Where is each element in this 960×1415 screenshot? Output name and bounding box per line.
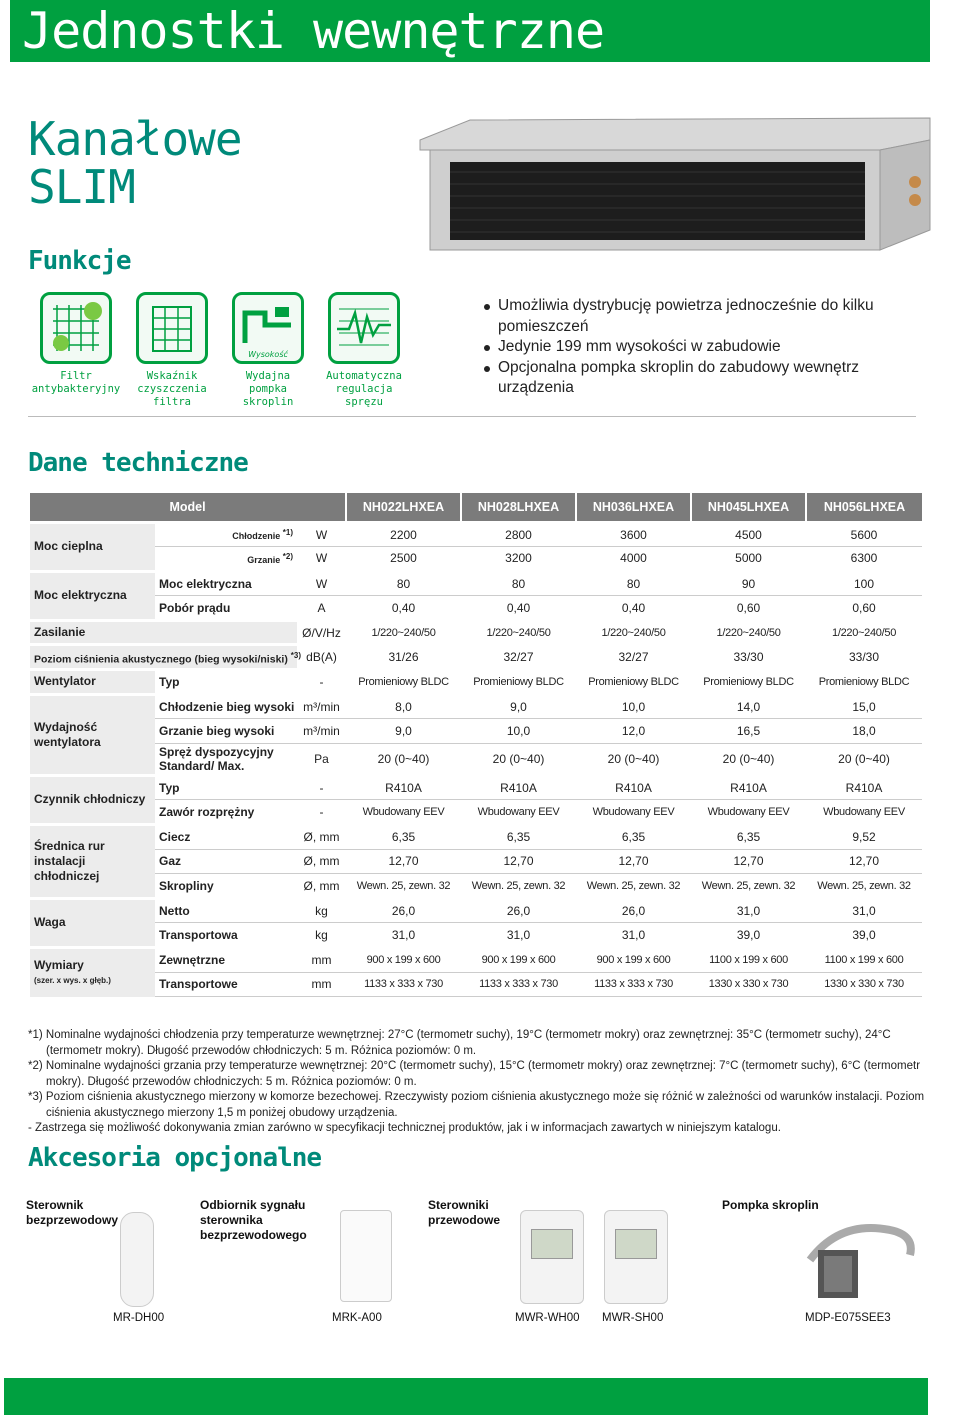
table-cell: 6,35	[691, 825, 806, 850]
table-cell: 3200	[461, 547, 576, 572]
table-cell: Promieniowy BLDC	[806, 670, 922, 695]
table-cell: 100	[806, 571, 922, 596]
tech-heading: Dane techniczne	[28, 448, 248, 478]
accessory-model: MDP-E075SEE3	[805, 1312, 891, 1324]
model-column: NH056LHXEA	[806, 493, 922, 522]
row-category: Wymiary (szer. x wys. x głęb.)	[30, 948, 155, 997]
table-cell: 12,70	[806, 849, 922, 874]
table-cell: 0,60	[806, 596, 922, 621]
table-cell: 90	[691, 571, 806, 596]
footnotes	[28, 1028, 928, 1137]
table-cell: 1133 x 333 x 730	[346, 972, 461, 997]
table-cell: 6300	[806, 547, 922, 572]
row-label: Pobór prądu	[155, 596, 297, 621]
table-cell: R410A	[346, 775, 461, 800]
feature-bullets	[484, 296, 914, 399]
bullet-item: Jedynie 199 mm wysokości w zabudowie	[484, 337, 914, 358]
table-row	[30, 898, 922, 923]
table-cell: 16,5	[691, 719, 806, 744]
table-cell: 1/220~240/50	[691, 620, 806, 645]
row-category: Zasilanie	[30, 620, 297, 645]
row-unit: A	[297, 596, 346, 621]
row-label: Zewnętrzne	[155, 948, 297, 973]
table-cell: R410A	[691, 775, 806, 800]
table-cell: 39,0	[691, 923, 806, 948]
table-cell: 1/220~240/50	[576, 620, 691, 645]
row-label: Chłodzenie $^{*1)}$	[155, 522, 297, 547]
table-cell: 5600	[806, 522, 922, 547]
table-cell: 900 x 199 x 600	[576, 948, 691, 973]
row-unit: Ø, mm	[297, 849, 346, 874]
table-row	[30, 948, 922, 973]
row-category: Moc cieplna	[30, 522, 155, 571]
table-cell: 26,0	[461, 898, 576, 923]
table-cell: 12,70	[691, 849, 806, 874]
row-unit: Ø, mm	[297, 825, 346, 850]
row-unit: mm	[297, 948, 346, 973]
table-cell: 14,0	[691, 694, 806, 719]
signal-receiver-image	[340, 1210, 392, 1302]
model-column: NH022LHXEA	[346, 493, 461, 522]
table-cell: 20 (0~40)	[576, 743, 691, 775]
accessory-label: Sterownik bezprzewodowy	[26, 1198, 119, 1227]
table-cell: 12,0	[576, 719, 691, 744]
table-cell: 80	[461, 571, 576, 596]
row-category: Czynnik chłodniczy	[30, 775, 155, 824]
table-cell: 32/27	[461, 645, 576, 670]
table-cell: R410A	[576, 775, 691, 800]
table-cell: Wbudowany EEV	[806, 800, 922, 825]
table-cell: Promieniowy BLDC	[691, 670, 806, 695]
table-cell: 20 (0~40)	[346, 743, 461, 775]
row-label: Spręż dyspozycyjny Standard/ Max.	[155, 743, 297, 775]
table-cell: 31,0	[806, 898, 922, 923]
table-cell: 6,35	[461, 825, 576, 850]
table-cell: 1100 x 199 x 600	[806, 948, 922, 973]
wired-controller-image-2	[604, 1210, 668, 1304]
feature-antibacterial	[28, 292, 124, 396]
table-cell: Wbudowany EEV	[691, 800, 806, 825]
feature-drain-pump	[220, 292, 316, 409]
footnote: *1) Nominalne wydajności chłodzenia przy temperaturze wewnętrznej: 27°C (termometr suchy), 19°C (termometr mokry) oraz zewnętrznej: 35°C (termometr suchy), 24°C (termometr mokry). Długość przewodów chłodniczych: 5 m. Różnica poziomów: 0 m.	[28, 1029, 891, 1057]
table-cell: Wbudowany EEV	[461, 800, 576, 825]
row-label: Typ	[155, 775, 297, 800]
row-category: Poziom ciśnienia akustycznego (bieg wysoki/niski) $^{*3)}$	[30, 645, 297, 670]
table-row	[30, 694, 922, 719]
table-row	[30, 522, 922, 547]
table-cell: 12,70	[346, 849, 461, 874]
bullet-item: Opcjonalna pompka skroplin do zabudowy wewnętrz urządzenia	[484, 358, 914, 399]
drain-pump-caption: Wysokość	[248, 350, 288, 359]
spec-table	[30, 493, 922, 997]
row-unit: kg	[297, 898, 346, 923]
table-row	[30, 775, 922, 800]
table-cell: 31,0	[461, 923, 576, 948]
page-title: Jednostki wewnętrzne	[22, 2, 605, 60]
table-row	[30, 596, 922, 621]
table-cell: Promieniowy BLDC	[346, 670, 461, 695]
row-label: Skropliny	[155, 874, 297, 899]
row-unit: m³/min	[297, 694, 346, 719]
row-unit: W	[297, 571, 346, 596]
table-cell: 31/26	[346, 645, 461, 670]
filter-clean-indicator-icon	[136, 292, 208, 364]
accessory-model: MWR-WH00	[515, 1312, 580, 1324]
table-row	[30, 825, 922, 850]
table-cell: 12,70	[576, 849, 691, 874]
model-column: NH045LHXEA	[691, 493, 806, 522]
table-cell: 26,0	[576, 898, 691, 923]
row-label: Zawór rozprężny	[155, 800, 297, 825]
footer-bar	[4, 1378, 928, 1415]
drain-pump-icon	[232, 292, 304, 364]
duct-unit-image	[410, 110, 950, 260]
row-unit: kg	[297, 923, 346, 948]
table-cell: 6,35	[346, 825, 461, 850]
table-cell: 20 (0~40)	[806, 743, 922, 775]
row-category: Wentylator	[30, 670, 155, 695]
table-row	[30, 719, 922, 744]
divider	[28, 416, 916, 417]
table-row	[30, 547, 922, 572]
row-label: Transportowa	[155, 923, 297, 948]
row-label: Grzanie $^{*2)}$	[155, 547, 297, 572]
table-cell: 80	[576, 571, 691, 596]
accessory-label: Sterowniki przewodowe	[428, 1198, 501, 1227]
table-cell: 0,40	[346, 596, 461, 621]
table-cell: 1/220~240/50	[806, 620, 922, 645]
row-unit: W	[297, 522, 346, 547]
row-label: Moc elektryczna	[155, 571, 297, 596]
table-row	[30, 670, 922, 695]
row-unit: mm	[297, 972, 346, 997]
row-unit: Ø/V/Hz	[297, 620, 346, 645]
table-cell: 1/220~240/50	[461, 620, 576, 645]
table-cell: 5000	[691, 547, 806, 572]
accessories-heading: Akcesoria opcjonalne	[28, 1143, 322, 1173]
table-cell: 31,0	[691, 898, 806, 923]
model-header: Model	[30, 493, 346, 522]
table-cell: 900 x 199 x 600	[346, 948, 461, 973]
accessory-model: MWR-SH00	[602, 1312, 664, 1324]
table-cell: 18,0	[806, 719, 922, 744]
table-cell: R410A	[806, 775, 922, 800]
table-cell: 33/30	[691, 645, 806, 670]
row-unit: Pa	[297, 743, 346, 775]
table-cell: 15,0	[806, 694, 922, 719]
table-cell: 0,40	[576, 596, 691, 621]
row-unit: Ø, mm	[297, 874, 346, 899]
table-cell: 10,0	[576, 694, 691, 719]
table-row	[30, 800, 922, 825]
row-unit: -	[297, 670, 346, 695]
model-column: NH036LHXEA	[576, 493, 691, 522]
table-cell: 2800	[461, 522, 576, 547]
table-row	[30, 874, 922, 899]
table-cell: 8,0	[346, 694, 461, 719]
accessory-model: MRK-A00	[332, 1312, 382, 1324]
accessory-label: Pompka skroplin	[722, 1198, 819, 1212]
row-unit: dB(A)	[297, 645, 346, 670]
feature-label: Wskaźnik czyszczenia filtra	[137, 370, 207, 408]
table-cell: Wbudowany EEV	[576, 800, 691, 825]
table-cell: 3600	[576, 522, 691, 547]
table-cell: 10,0	[461, 719, 576, 744]
table-cell: 1100 x 199 x 600	[691, 948, 806, 973]
table-cell: Wewn. 25, zewn. 32	[346, 874, 461, 899]
feature-label: Wydajna pompka skroplin	[242, 370, 294, 408]
row-unit: m³/min	[297, 719, 346, 744]
table-row	[30, 645, 922, 670]
table-cell: 1330 x 330 x 730	[691, 972, 806, 997]
model-column: NH028LHXEA	[461, 493, 576, 522]
accessory-model: MR-DH00	[113, 1312, 165, 1324]
footnote: *2) Nominalne wydajności grzania przy temperaturze wewnętrznej: 20°C (termometr suchy), 15°C (termometr mokry) oraz zewnętrznej: 7°C (termometr suchy), 6°C (termometr mokry). Długość przewodów chłodniczych: 5 m. Różnica poziomów: 0 m.	[28, 1060, 921, 1088]
table-row	[30, 743, 922, 775]
antibacterial-filter-icon	[40, 292, 112, 364]
footnote: - Zastrzega się możliwość dokonywania zmian zarówno w specyfikacji technicznej produktów, jak i w informacjach zawartych w niniejszym katalogu.	[28, 1122, 781, 1134]
table-cell: 80	[346, 571, 461, 596]
table-cell: 26,0	[346, 898, 461, 923]
header-bar	[10, 0, 930, 62]
row-unit: W	[297, 547, 346, 572]
feature-icons	[28, 292, 408, 412]
table-cell: 4500	[691, 522, 806, 547]
table-cell: Promieniowy BLDC	[576, 670, 691, 695]
feature-auto-pressure	[316, 292, 412, 409]
table-row	[30, 923, 922, 948]
table-cell: 12,70	[461, 849, 576, 874]
table-cell: 32/27	[576, 645, 691, 670]
row-label: Ciecz	[155, 825, 297, 850]
table-cell: 1330 x 330 x 730	[806, 972, 922, 997]
row-category: Wydajność wentylatora	[30, 694, 155, 775]
table-cell: 20 (0~40)	[691, 743, 806, 775]
table-cell: Wewn. 25, zewn. 32	[576, 874, 691, 899]
footnote: *3) Poziom ciśnienia akustycznego mierzony w komorze bezechowej. Rzeczywisty poziom ciśnienia akustycznego może się różnić w zależności od warunków instalacji. Poziom ciśnienia akustycznego mierzony 1,5 m poniżej obudowy urządzenia.	[28, 1091, 925, 1119]
feature-label: Filtr antybakteryjny	[31, 370, 121, 395]
table-cell: 9,52	[806, 825, 922, 850]
table-cell: Wewn. 25, zewn. 32	[691, 874, 806, 899]
row-unit: -	[297, 800, 346, 825]
table-cell: 4000	[576, 547, 691, 572]
row-label: Typ	[155, 670, 297, 695]
row-label: Grzanie bieg wysoki	[155, 719, 297, 744]
row-category: Średnica rur instalacji chłodniczej	[30, 825, 155, 899]
bullet-item: Umożliwia dystrybucję powietrza jednocześnie do kilku pomieszczeń	[484, 296, 914, 337]
table-cell: Wewn. 25, zewn. 32	[806, 874, 922, 899]
table-cell: 0,60	[691, 596, 806, 621]
functions-heading: Funkcje	[28, 246, 131, 276]
auto-pressure-icon	[328, 292, 400, 364]
row-label: Chłodzenie bieg wysoki	[155, 694, 297, 719]
table-cell: 31,0	[346, 923, 461, 948]
table-cell: 2500	[346, 547, 461, 572]
row-label: Transportowe	[155, 972, 297, 997]
wired-controller-image-1	[520, 1210, 584, 1304]
table-cell: 39,0	[806, 923, 922, 948]
table-cell: 1133 x 333 x 730	[576, 972, 691, 997]
row-label: Gaz	[155, 849, 297, 874]
table-cell: 0,40	[461, 596, 576, 621]
feature-label: Automatyczna regulacja spręzu	[326, 370, 402, 408]
table-cell: 900 x 199 x 600	[461, 948, 576, 973]
row-unit: -	[297, 775, 346, 800]
table-cell: 1133 x 333 x 730	[461, 972, 576, 997]
table-row	[30, 849, 922, 874]
table-cell: R410A	[461, 775, 576, 800]
table-row	[30, 972, 922, 997]
table-row	[30, 571, 922, 596]
wireless-remote-image	[120, 1212, 154, 1307]
table-cell: 2200	[346, 522, 461, 547]
feature-filter-indicator	[124, 292, 220, 409]
table-cell: 9,0	[346, 719, 461, 744]
table-cell: 20 (0~40)	[461, 743, 576, 775]
table-cell: 33/30	[806, 645, 922, 670]
table-cell: Wbudowany EEV	[346, 800, 461, 825]
row-category: Waga	[30, 898, 155, 947]
table-cell: 9,0	[461, 694, 576, 719]
table-cell: 6,35	[576, 825, 691, 850]
table-header-row	[30, 493, 922, 522]
drain-pump-image	[800, 1210, 920, 1305]
table-cell: 1/220~240/50	[346, 620, 461, 645]
table-cell: 31,0	[576, 923, 691, 948]
row-category: Moc elektryczna	[30, 571, 155, 620]
table-row	[30, 620, 922, 645]
product-title: Kanałowe SLIM	[28, 112, 242, 214]
table-cell: Promieniowy BLDC	[461, 670, 576, 695]
table-cell: Wewn. 25, zewn. 32	[461, 874, 576, 899]
row-label: Netto	[155, 898, 297, 923]
accessory-label: Odbiornik sygnału sterownika bezprzewodowego	[200, 1198, 307, 1242]
